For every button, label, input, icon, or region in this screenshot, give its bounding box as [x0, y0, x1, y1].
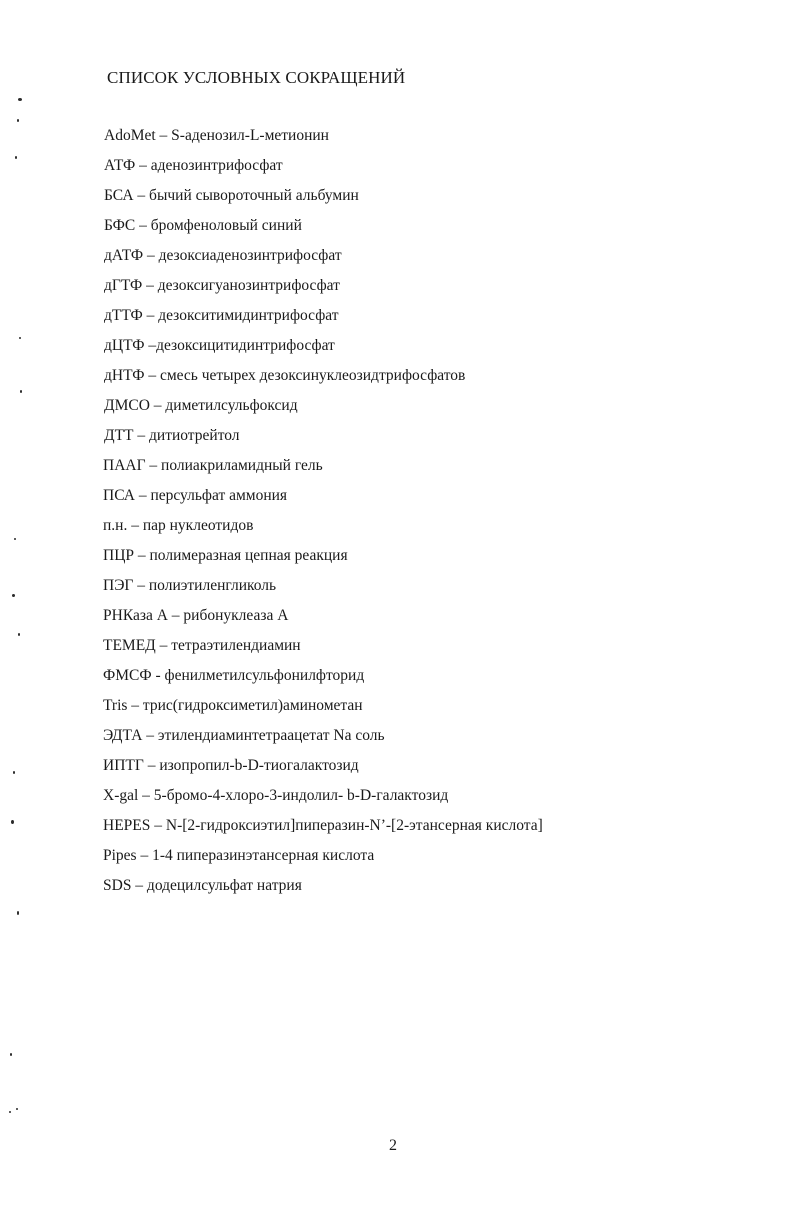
scan-speck	[16, 1108, 18, 1110]
abbreviation-entry: дЦТФ –дезоксицитидинтрифосфат	[104, 337, 335, 354]
scan-speck	[10, 1053, 12, 1056]
scan-speck	[17, 119, 19, 122]
abbreviation-list	[103, 123, 763, 903]
scan-speck	[18, 633, 20, 636]
scan-speck	[20, 390, 22, 393]
scan-speck	[9, 1111, 11, 1113]
abbreviation-entry: SDS – додецилсульфат натрия	[103, 877, 302, 894]
abbreviation-entry: HEPES – N-[2-гидроксиэтил]пиперазин-N’-[2-этансерная кислота]	[103, 817, 543, 834]
abbreviation-entry: ПСА – персульфат аммония	[103, 487, 288, 504]
scan-speck	[12, 594, 15, 597]
abbreviation-entry: дГТФ – дезоксигуанозинтрифосфат	[104, 277, 340, 294]
abbreviation-entry: АТФ – аденозинтрифосфат	[104, 157, 283, 174]
abbreviation-entry: Pipes – 1-4 пиперазинэтансерная кислота	[103, 847, 375, 864]
abbreviation-entry: дАТФ – дезоксиаденозинтрифосфат	[104, 247, 342, 264]
scan-speck	[17, 911, 19, 915]
scan-speck	[15, 156, 17, 159]
scan-speck	[19, 337, 21, 339]
abbreviation-entry: дНТФ – смесь четырех дезоксинуклеозидтрифосфатов	[104, 367, 466, 384]
page-number: 2	[389, 1137, 397, 1154]
abbreviation-entry: ПЦР – полимеразная цепная реакция	[103, 547, 348, 564]
abbreviation-entry: AdoMet – S-аденозил-L-метионин	[104, 127, 329, 144]
scan-speck	[18, 98, 22, 101]
abbreviation-entry: ПААГ – полиакриламидный гель	[103, 457, 323, 474]
abbreviation-entry: Tris – трис(гидроксиметил)аминометан	[103, 697, 363, 714]
scan-speck	[14, 538, 16, 540]
scan-speck	[11, 820, 14, 824]
page-title: СПИСОК УСЛОВНЫХ СОКРАЩЕНИЙ	[107, 68, 406, 87]
abbreviation-entry: БФС – бромфеноловый синий	[104, 217, 302, 234]
scan-speck	[13, 771, 15, 774]
abbreviation-entry: БСА – бычий сывороточный альбумин	[104, 187, 359, 204]
abbreviation-entry: ДТТ – дитиотрейтол	[104, 427, 240, 444]
abbreviation-entry: дТТФ – дезокситимидинтрифосфат	[104, 307, 339, 324]
abbreviation-entry: X-gal – 5-бромо-4-хлоро-3-индолил- b-D-галактозид	[103, 787, 449, 804]
abbreviation-entry: ДМСО – диметилсульфоксид	[104, 397, 298, 414]
abbreviation-entry: ТЕМЕД – тетраэтилендиамин	[103, 637, 301, 654]
abbreviation-entry: ФМСФ - фенилметилсульфонилфторид	[103, 667, 365, 684]
abbreviation-entry: п.н. – пар нуклеотидов	[103, 517, 254, 534]
abbreviation-entry: РНКаза А – рибонуклеаза А	[103, 607, 289, 624]
abbreviation-entry: ПЭГ – полиэтиленгликоль	[103, 577, 277, 594]
abbreviation-entry: ЭДТА – этилендиаминтетраацетат Na соль	[103, 727, 385, 744]
abbreviation-entry: ИПТГ – изопропил-b-D-тиогалактозид	[103, 757, 359, 774]
